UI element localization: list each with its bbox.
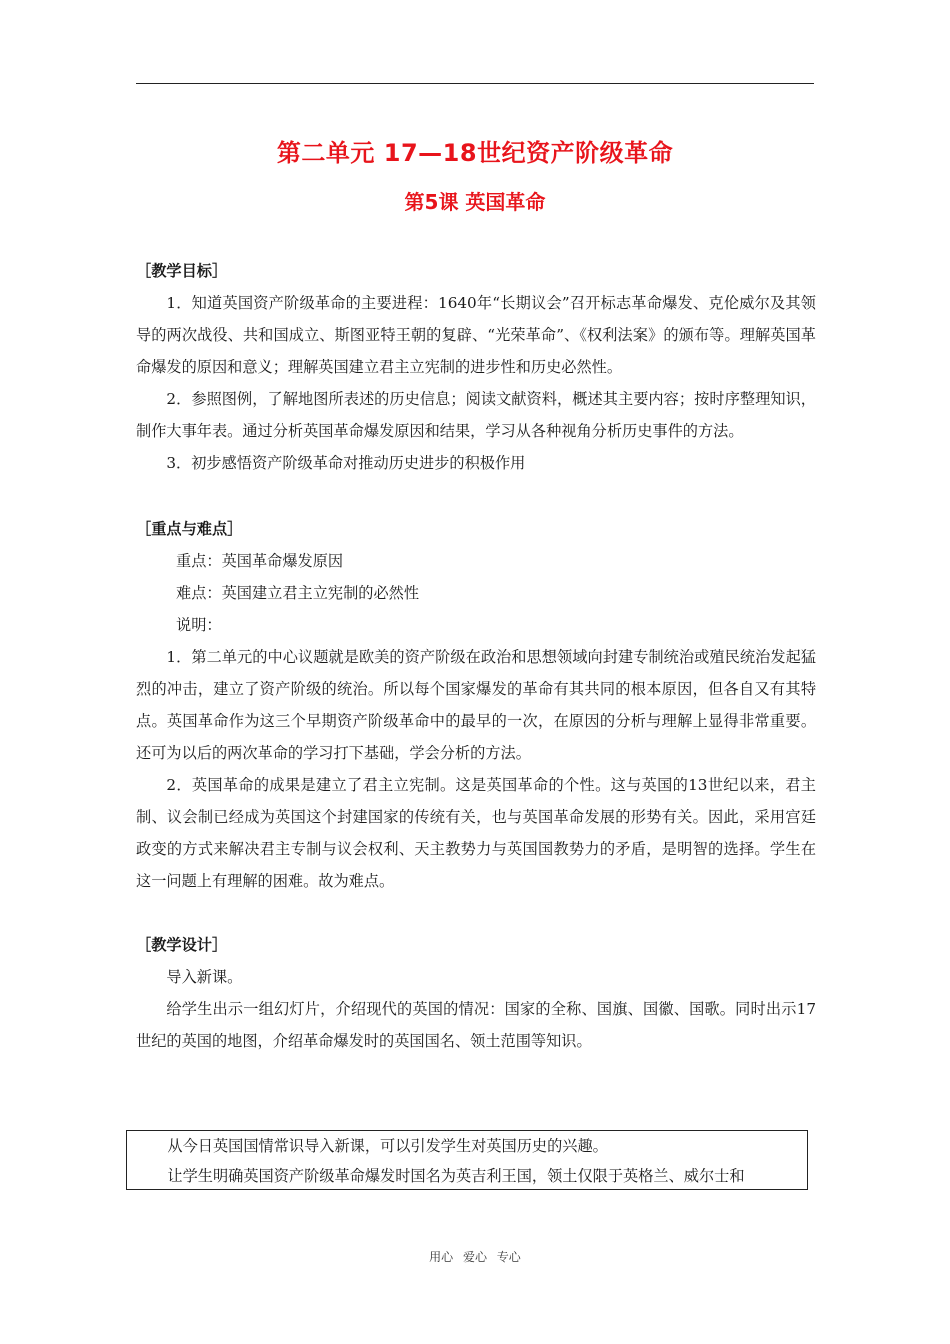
note-item-2: 2．英国革命的成果是建立了君主立宪制。这是英国革命的个性。这与英国的13世纪以来，君主制、议会制已经成为英国这个封建国家的传统有关，也与英国革命发展的形势有关。因此，采用宫廷政变的方式来解决君主专制与议会权利、天主教势力与英国国教势力的矛盾，是明智的选择。学生在这一问题上有理解的困难。故为难点。 [136,776,816,890]
design-paragraph: 给学生出示一组幻灯片，介绍现代的英国的情况：国家的全称、国旗、国徽、国歌。同时出示17世纪的英国的地图，介绍革命爆发时的英国国名、领土范围等知识。 [136,1000,816,1050]
note-item-1: 1．第二单元的中心议题就是欧美的资产阶级在政治和思想领域向封建专制统治或殖民统治发起猛烈的冲击，建立了资产阶级的统治。所以每个国家爆发的革命有其共同的根本原因，但各自又有其特点。英国革命作为这三个早期资产阶级革命中的最早的一次，在原因的分析与理解上显得非常重要。还可为以后的两次革命的学习打下基础，学会分析的方法。 [136,648,816,762]
header-rule [136,83,814,84]
note-label: 说明： [176,616,222,634]
goal-item-3: 3．初步感悟资产阶级革命对推动历史进步的积极作用 [166,454,526,472]
unit-title: 第二单元 17—18世纪资产阶级革命 [276,139,674,167]
section-heading-design: ［教学设计］ [136,936,228,954]
document-body [136,255,816,1057]
note-box-line-1: 从今日英国国情常识导入新课，可以引发学生对英国历史的兴趣。 [167,1137,608,1155]
key-point: 重点：英国革命爆发原因 [176,552,344,570]
section-heading-goals: ［教学目标］ [136,262,228,280]
design-intro: 导入新课。 [166,968,243,986]
difficulty-point: 难点：英国建立君主立宪制的必然性 [176,584,419,602]
goal-item-2: 2．参照图例，了解地图所表述的历史信息；阅读文献资料，概述其主要内容；按时序整理知识，制作大事年表。通过分析英国革命爆发原因和结果，学习从各种视角分析历史事件的方法。 [136,390,816,440]
section-focus [136,513,816,897]
lesson-title: 第5课 英国革命 [404,190,546,214]
goal-item-1: 1．知道英国资产阶级革命的主要进程：1640年“长期议会”召开标志革命爆发、克伦威尔及其领导的两次战役、共和国成立、斯图亚特王朝的复辟、“光荣革命”、《权利法案》的颁布等。理解英国革命爆发的原因和意义；理解英国建立君主立宪制的进步性和历史必然性。 [136,294,816,376]
section-heading-focus: ［重点与难点］ [136,520,243,538]
section-design [136,929,816,1057]
page-footer: 用心 爱心 专心 [429,1250,521,1264]
section-goals [136,255,816,479]
note-box-line-2: 让学生明确英国资产阶级革命爆发时国名为英吉利王国，领土仅限于英格兰、威尔士和 [167,1167,745,1185]
note-box [126,1130,808,1190]
